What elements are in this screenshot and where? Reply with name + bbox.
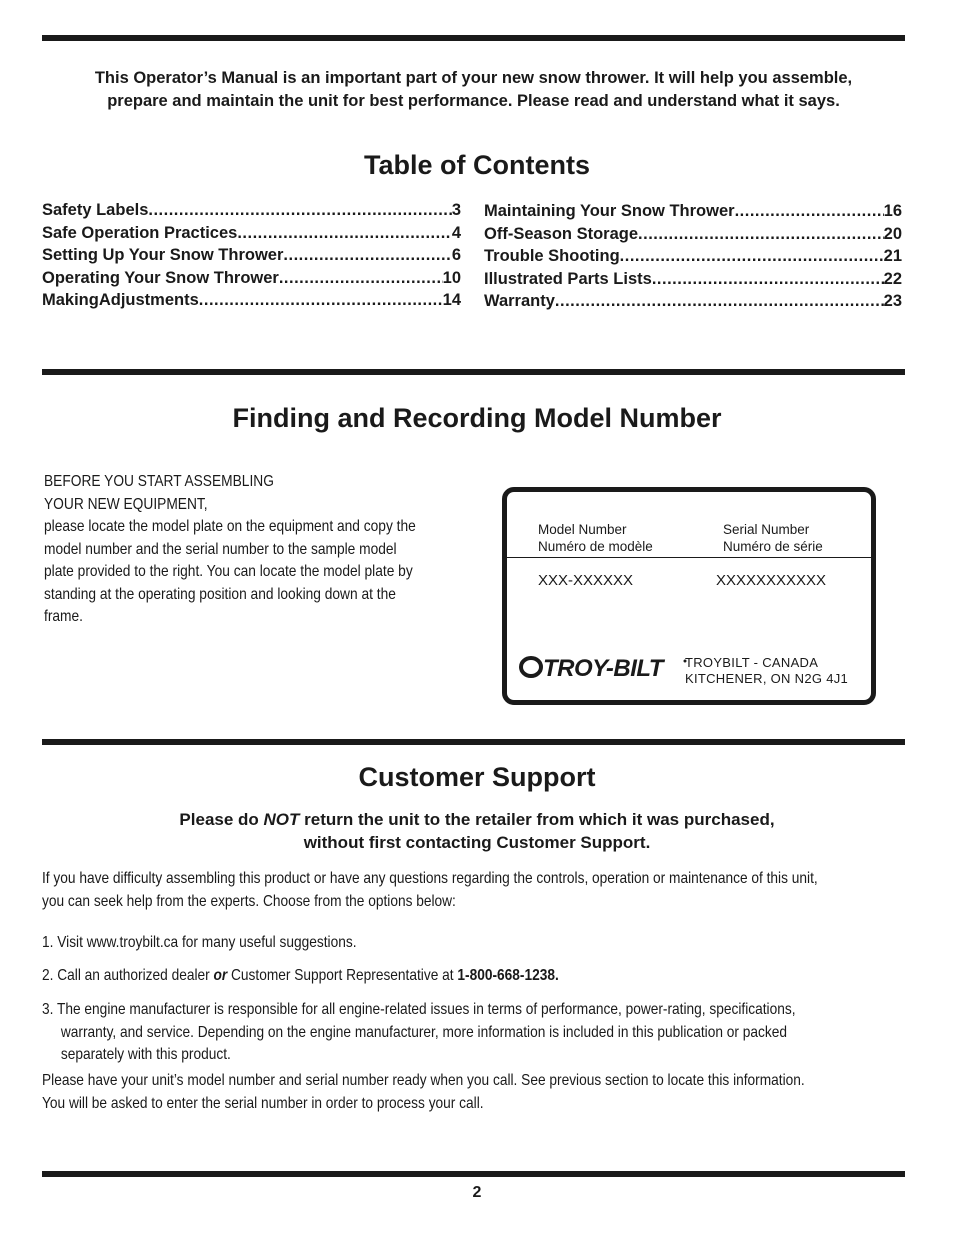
intro-line-1: This Operator’s Manual is an important part of your new snow thrower. It will help you assemble, [94, 69, 853, 87]
intro-line-2: prepare and maintain the unit for best performance. Please read and understand what it says. [107, 92, 840, 110]
support-option-1 [42, 932, 556, 955]
toc-entry[interactable] [42, 267, 461, 290]
toc-leader [148, 199, 451, 222]
toc-entry-page: 6 [451, 246, 461, 264]
plate-address-line-2: KITCHENER, ON N2G 4J1 [685, 671, 849, 686]
support-warning-text: return the unit to the retailer from which it was purchased, [299, 810, 775, 829]
toc-entry-title: Maintaining Your Snow Thrower [484, 202, 735, 220]
model-instructions-line: plate provided to the right. You can locate the model plate by [44, 563, 413, 580]
toc-entry-page: 16 [883, 202, 902, 220]
toc-entry-title: Setting Up Your Snow Thrower [42, 246, 284, 264]
sample-model-plate [502, 487, 876, 705]
plate-divider [507, 557, 871, 558]
toc-entry-page: 22 [883, 269, 902, 288]
support-option-text: warranty, and service. Depending on the engine manufacturer, more information is included in this publication or packed [60, 1023, 787, 1041]
toc-entry[interactable] [42, 199, 461, 222]
toc-entry-page: 3 [451, 201, 461, 219]
support-warning-not: NOT [263, 810, 300, 829]
toc-leader [199, 289, 443, 312]
intro-text [42, 67, 905, 113]
model-heading: Finding and Recording Model Number [232, 403, 722, 433]
toc-entry-title: MakingAdjustments [42, 291, 199, 309]
model-number-label-en: Model Number [538, 522, 627, 537]
toc-leader [279, 267, 443, 290]
toc-entry[interactable] [42, 244, 461, 267]
model-instructions-line: please locate the model plate on the equipment and copy the [44, 518, 416, 535]
support-heading: Customer Support [358, 762, 596, 792]
support-option-text: Customer Support Representative at [227, 967, 458, 984]
toc-leader [638, 223, 884, 246]
bottom-rule [42, 1171, 905, 1177]
support-intro [42, 868, 908, 913]
toc-right-column [484, 200, 902, 313]
toc-leader [735, 200, 884, 223]
plate-address [685, 655, 848, 687]
support-warning-line-1 [0, 808, 954, 831]
toc-entry-title: Safety Labels [42, 201, 149, 219]
toc-leader [620, 245, 884, 268]
top-rule [42, 35, 905, 41]
support-phone-number[interactable]: 1-800-668-1238. [457, 967, 559, 984]
support-warning-line-2: without first contacting Customer Support. [303, 833, 651, 852]
toc-leader [283, 244, 451, 267]
serial-number-value: XXXXXXXXXXX [716, 572, 827, 589]
section-rule [42, 739, 905, 745]
model-number-value: XXX-XXXXXX [538, 572, 634, 589]
toc-leader [652, 268, 884, 291]
toc-left-column [42, 199, 461, 312]
toc-entry-title: Safe Operation Practices [42, 223, 238, 242]
toc-entry-title: Warranty [484, 292, 555, 310]
logo-wordmark: TROY-BILT [543, 655, 663, 682]
support-closing-line: Please have your unit’s model number and serial number ready when you call. See previous section to locate this information. [42, 1072, 805, 1089]
support-intro-line: you can seek help from the experts. Choose from the options below: [42, 892, 456, 910]
support-option-3 [42, 999, 908, 1067]
toc-entry-title: Operating Your Snow Thrower [42, 268, 279, 287]
model-number-label [538, 521, 653, 555]
plate-address-line-1: TROYBILT - CANADA [685, 655, 819, 670]
toc-entry-page: 10 [442, 268, 461, 287]
model-instructions-line: model number and the serial number to the sample model [44, 540, 397, 558]
toc-entry[interactable] [42, 222, 461, 245]
model-instructions-line: standing at the operating position and looking down at the [44, 585, 396, 603]
toc-entry-title: Off-Season Storage [484, 224, 639, 243]
troy-bilt-logo [519, 652, 689, 682]
toc-entry[interactable] [484, 200, 902, 223]
toc-entry-page: 4 [451, 223, 461, 242]
toc-entry-page: 20 [883, 224, 902, 243]
page-number: 2 [472, 1184, 482, 1201]
toc-entry[interactable] [484, 245, 902, 268]
model-instructions-line: BEFORE YOU START ASSEMBLING [44, 473, 274, 490]
serial-number-label [723, 521, 823, 555]
support-option-text: 3. The engine manufacturer is responsible for all engine-related issues in terms of performance, power-rating, specifications, [42, 1001, 796, 1018]
toc-entry[interactable] [484, 290, 902, 313]
support-closing [42, 1070, 908, 1115]
toc-heading: Table of Contents [364, 150, 590, 180]
model-instructions-line: YOUR NEW EQUIPMENT, [44, 495, 208, 513]
toc-entry-title: Trouble Shooting [484, 247, 620, 265]
support-option-2 [42, 965, 728, 988]
support-warning-text: Please do [179, 810, 264, 829]
support-closing-line: You will be asked to enter the serial number in order to process your call. [42, 1094, 484, 1112]
toc-entry-title: Illustrated Parts Lists [484, 269, 652, 288]
section-rule [42, 369, 905, 375]
support-option-text: 2. Call an authorized dealer [42, 967, 214, 984]
toc-leader [555, 290, 884, 313]
model-instructions-line: frame. [44, 608, 83, 625]
support-option-text: 1. Visit www.troybilt.ca for many useful suggestions. [42, 934, 357, 951]
support-intro-line: If you have difficulty assembling this product or have any questions regarding the controls, operation or maintenance of this unit, [42, 870, 818, 887]
support-option-or: or [213, 967, 228, 984]
serial-number-label-en: Serial Number [723, 522, 810, 537]
toc-leader [237, 222, 451, 245]
support-option-text: separately with this product. [60, 1046, 231, 1063]
serial-number-label-fr: Numéro de série [723, 539, 823, 554]
model-number-label-fr: Numéro de modèle [538, 539, 653, 554]
toc-entry[interactable] [484, 268, 902, 291]
model-instructions [44, 471, 474, 629]
toc-entry-page: 21 [883, 247, 902, 265]
toc-entry[interactable] [42, 289, 461, 312]
toc-entry-page: 14 [442, 291, 461, 309]
toc-entry-page: 23 [883, 292, 902, 310]
toc-entry[interactable] [484, 223, 902, 246]
